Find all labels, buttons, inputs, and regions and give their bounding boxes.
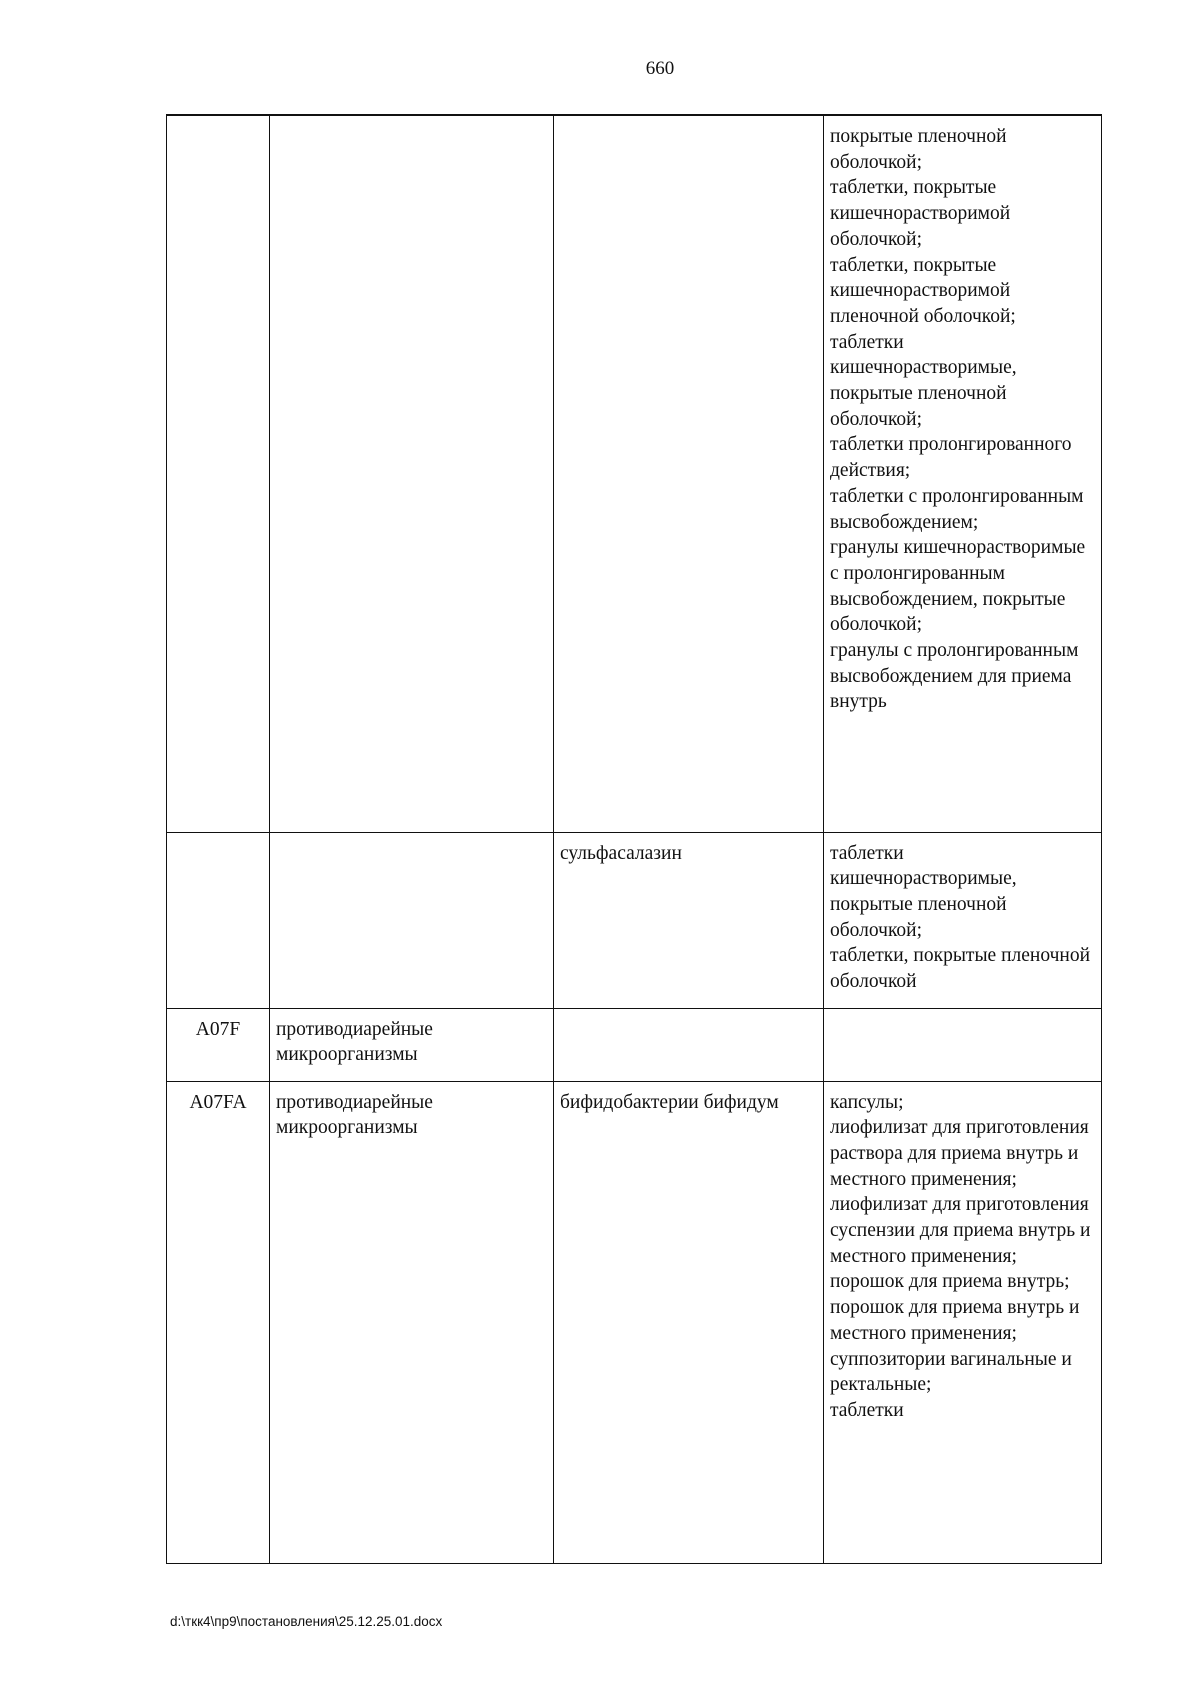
dosage-form-item: порошок для приема внутрь и местного применения; — [830, 1297, 1080, 1344]
dosage-form-item: таблетки — [830, 1399, 904, 1421]
group-name-cell: противодиарейные микроорганизмы — [270, 1008, 554, 1081]
substance-cell — [554, 115, 824, 832]
dosage-form-item: таблетки, покрытые пленочной оболочкой — [830, 945, 1091, 993]
dosage-forms-cell — [824, 1008, 1102, 1081]
dosage-form-item: таблетки кишечнорастворимые, покрытые пленочной оболочкой; — [830, 331, 1017, 430]
atc-code-cell — [167, 115, 270, 832]
drug-table — [166, 114, 1102, 1564]
dosage-form-item: таблетки кишечнорастворимые, покрытые пленочной оболочкой; — [830, 842, 1017, 941]
substance-cell: бифидобактерии бифидум — [554, 1081, 824, 1563]
substance-cell — [554, 1008, 824, 1081]
footer-file-path: d:\ткк4\пр9\постановления\25.12.25.01.docx — [170, 1614, 443, 1629]
substance-cell: сульфасалазин — [554, 832, 824, 1008]
atc-code-cell — [167, 832, 270, 1008]
dosage-form-item: лиофилизат для приготовления раствора для приема внутрь и местного применения; — [830, 1117, 1089, 1190]
dosage-forms-cell — [824, 832, 1102, 1008]
dosage-form-item: таблетки, покрытые кишечнорастворимой оболочкой; — [830, 177, 1011, 250]
atc-code-cell: A07FA — [167, 1081, 270, 1563]
dosage-form-item: капсулы; — [830, 1091, 904, 1113]
dosage-form-item: таблетки, покрытые кишечнорастворимой пленочной оболочкой; — [830, 254, 1016, 327]
dosage-forms-cell — [824, 115, 1102, 832]
dosage-form-item: покрытые пленочной оболочкой; — [830, 126, 1007, 173]
dosage-form-item: порошок для приема внутрь; — [830, 1271, 1070, 1293]
table-row — [167, 115, 1102, 832]
dosage-form-item: гранулы с пролонгированным высвобождением для приема внутрь — [830, 640, 1079, 713]
dosage-form-item: таблетки пролонгированного действия; — [830, 434, 1072, 482]
group-name-cell — [270, 115, 554, 832]
dosage-form-item: таблетки с пролонгированным высвобождением; — [830, 485, 1084, 533]
page-number: 660 — [645, 58, 675, 79]
dosage-forms-cell — [824, 1081, 1102, 1563]
table-row — [167, 832, 1102, 1008]
table-row — [167, 1081, 1102, 1563]
group-name-cell — [270, 832, 554, 1008]
atc-code-cell: A07F — [167, 1008, 270, 1081]
dosage-form-item: гранулы кишечнорастворимые с пролонгированным высвобождением, покрытые оболочкой; — [830, 537, 1086, 636]
group-name-cell: противодиарейные микроорганизмы — [270, 1081, 554, 1563]
table-row — [167, 1008, 1102, 1081]
dosage-form-item: лиофилизат для приготовления суспензии для приема внутрь и местного применения; — [830, 1194, 1091, 1267]
dosage-form-item: суппозитории вагинальные и ректальные; — [830, 1348, 1072, 1396]
